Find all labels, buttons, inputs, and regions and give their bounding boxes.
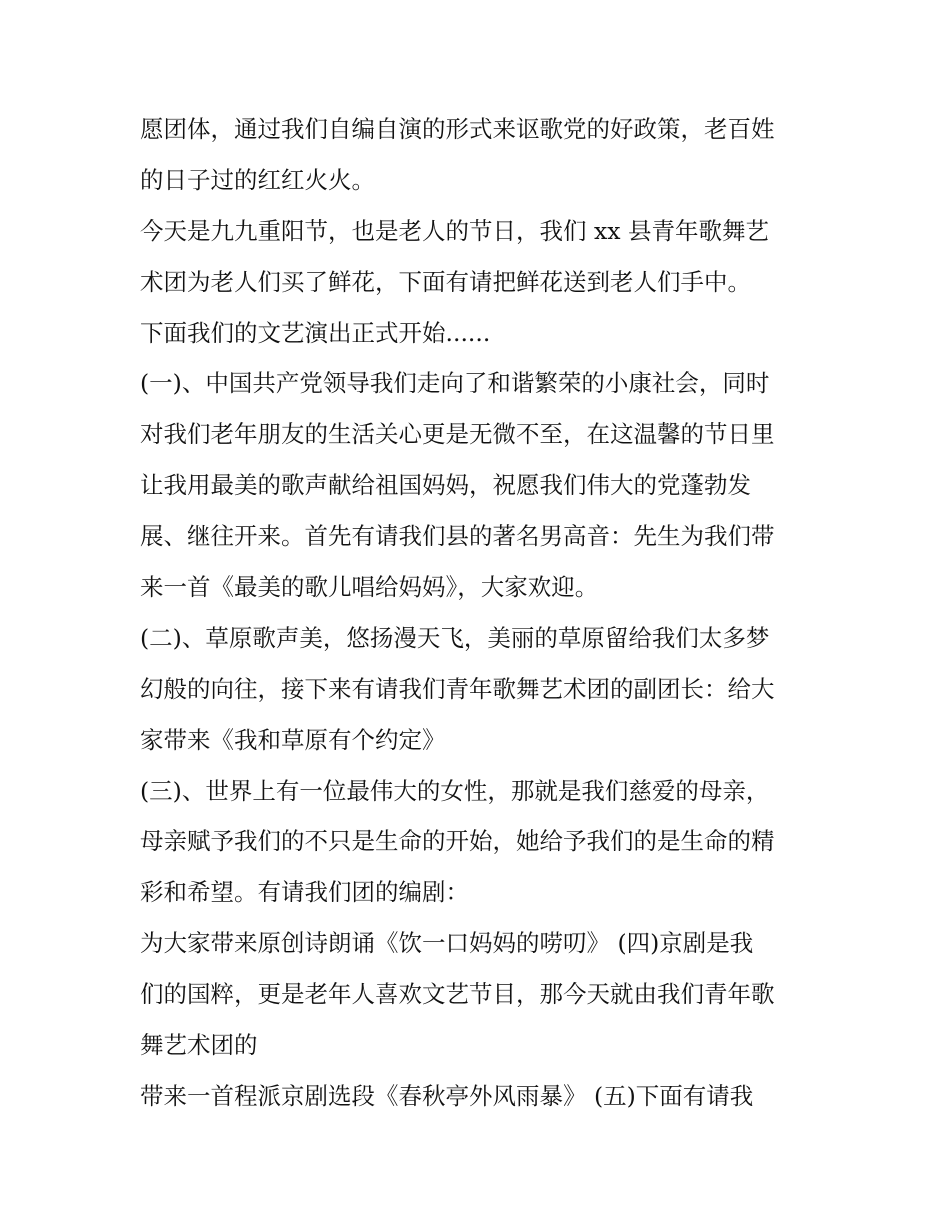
text-line: 展、继往开来。首先有请我们县的著名男高音：先生为我们带 (140, 522, 775, 551)
text-line: 为大家带来原创诗朗诵《饮一口妈妈的唠叨》 (四)京剧是我 (140, 929, 754, 958)
text-line: 的日子过的红红火火。 (140, 165, 375, 194)
text-line: 让我用最美的歌声献给祖国妈妈，祝愿我们伟大的党蓬勃发 (140, 471, 751, 500)
text-line: 下面我们的文艺演出正式开始...... (140, 318, 491, 347)
text-line: 幻般的向往，接下来有请我们青年歌舞艺术团的副团长：给大 (140, 674, 775, 703)
text-line: 来一首《最美的歌儿唱给妈妈》，大家欢迎。 (140, 573, 599, 602)
text-line: 家带来《我和草原有个约定》 (140, 725, 446, 754)
text-line: 今天是九九重阳节，也是老人的节日，我们 xx 县青年歌舞艺 (140, 216, 769, 245)
text-line: 对我们老年朋友的生活关心更是无微不至，在这温馨的节日里 (140, 420, 775, 449)
text-line: 母亲赋予我们的不只是生命的开始，她给予我们的是生命的精 (140, 827, 775, 856)
text-line: 带来一首程派京剧选段《春秋亭外风雨暴》 (五)下面有请我 (140, 1081, 754, 1110)
text-line: 愿团体，通过我们自编自演的形式来讴歌党的好政策，老百姓 (140, 115, 775, 143)
text-line: (一)、中国共产党领导我们走向了和谐繁荣的小康社会，同时 (140, 369, 770, 398)
document-body (140, 104, 820, 1122)
text-line: 舞艺术团的 (140, 1031, 258, 1060)
text-line: 术团为老人们买了鲜花，下面有请把鲜花送到老人们手中。 (140, 267, 751, 296)
text-line: (三)、世界上有一位最伟大的女性，那就是我们慈爱的母亲， (140, 776, 770, 805)
text-line: 们的国粹，更是老年人喜欢文艺节目，那今天就由我们青年歌 (140, 980, 775, 1009)
text-line: (二)、草原歌声美，悠扬漫天飞，美丽的草原留给我们太多梦 (140, 623, 770, 652)
text-line: 彩和希望。有请我们团的编剧： (140, 878, 469, 907)
